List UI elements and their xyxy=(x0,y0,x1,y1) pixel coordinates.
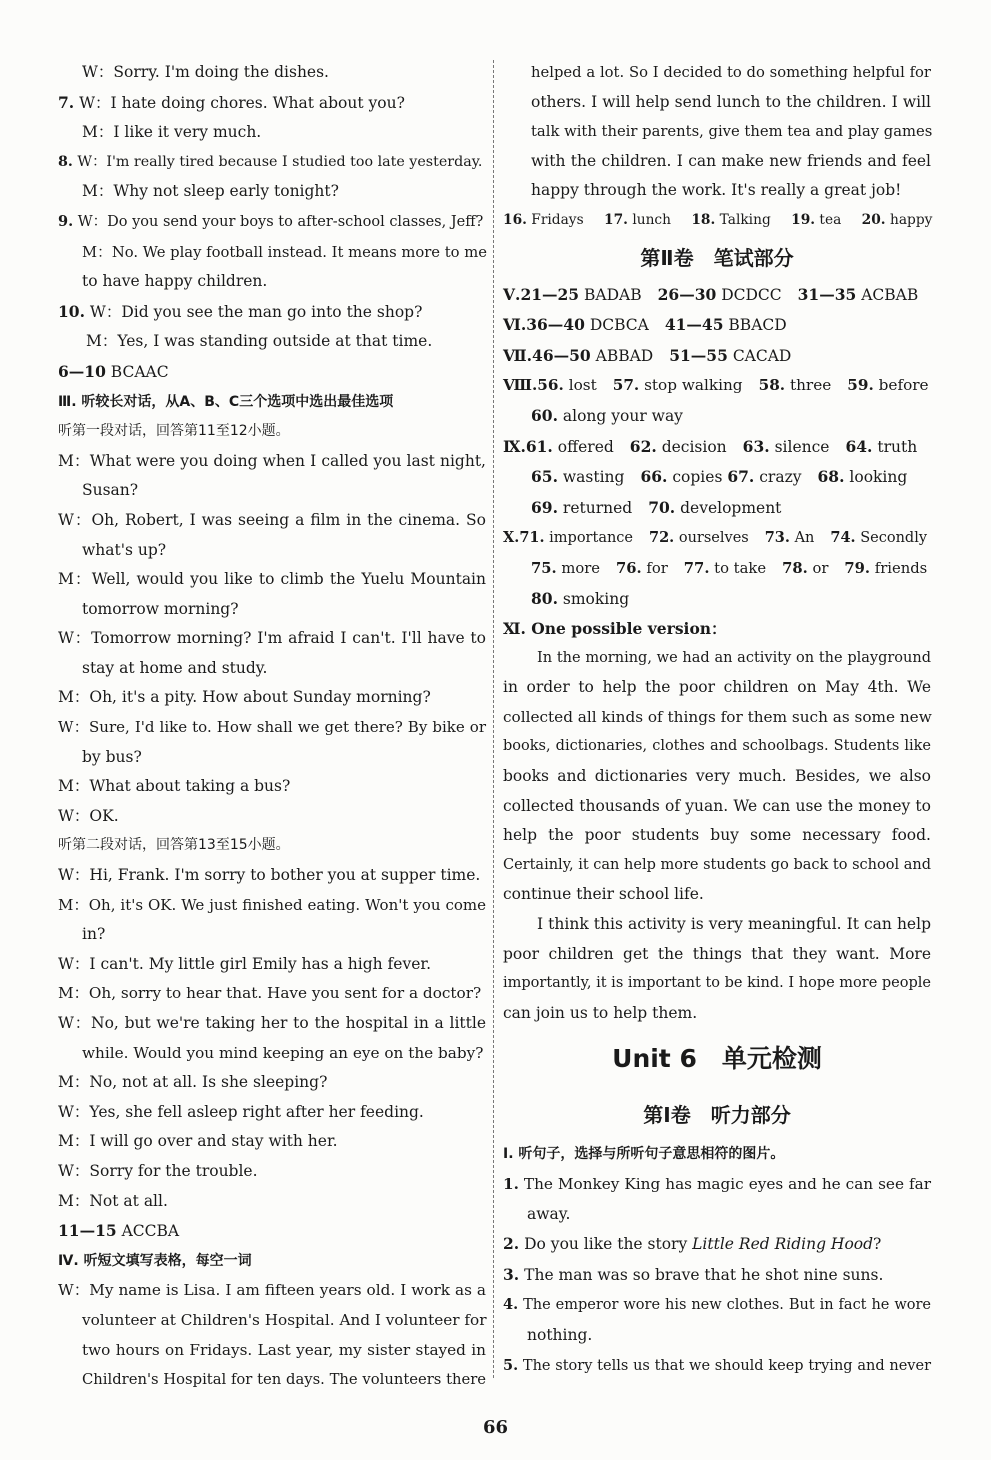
passage-line: talk with their parents, give them tea and play games xyxy=(531,123,933,141)
item-text: DCDCC xyxy=(721,285,782,304)
item-text: lunch xyxy=(632,211,671,228)
item-text: 10. xyxy=(58,301,85,321)
answer-item xyxy=(791,212,841,228)
item-text: W：I hate doing chores. What about you? xyxy=(79,93,405,112)
left-column xyxy=(58,58,486,1395)
item-number: 26—30 xyxy=(657,284,717,304)
item-number: 58. xyxy=(758,376,786,395)
item-text: crazy xyxy=(759,468,802,487)
section-4-heading: Ⅳ. 听短文填写表格，每空一词 xyxy=(58,1252,252,1269)
item-number: 59. xyxy=(847,376,874,395)
page-number: 66 xyxy=(482,1417,509,1438)
item-number: 1. xyxy=(503,1175,519,1193)
item-number: 75. xyxy=(531,559,557,577)
item-number: 5. xyxy=(503,1356,519,1374)
essay-line: importantly, it is important to be kind. I hope more people xyxy=(503,975,931,992)
item-number: Ⅸ. xyxy=(503,436,526,456)
item-text: more xyxy=(561,559,601,577)
item-text: friends xyxy=(874,559,928,577)
essay-line: help the poor students buy some necessary food. xyxy=(503,826,931,845)
part-1-title: 第Ⅰ卷 听力部分 xyxy=(643,1103,791,1128)
dialog-line: M：Oh, it's OK. We just finished eating. Won't you come xyxy=(58,895,486,914)
item-number: 16. xyxy=(503,211,527,228)
dialog-line: M：No, not at all. Is she sleeping? xyxy=(58,1073,328,1092)
dialog-line: M：Well, would you like to climb the Yuelu Mountain xyxy=(58,570,486,589)
item-number: 41—45 xyxy=(664,315,724,335)
answer-item xyxy=(503,212,584,228)
dialog-line: M：Why not sleep early tonight? xyxy=(82,182,339,201)
section-3-heading: Ⅲ. 听较长对话，从A、B、C三个选项中选出最佳选项 xyxy=(58,393,394,410)
passage-line: happy through the work. It's really a great job! xyxy=(531,181,902,200)
passage xyxy=(58,1276,486,1394)
essay-line: Certainly, it can help more students go back to school and xyxy=(503,856,931,873)
passage-line: others. I will help send lunch to the children. I will xyxy=(531,92,931,111)
dialog-item-7 xyxy=(58,88,486,119)
item-number: 20. xyxy=(861,211,886,228)
item-number: 68. xyxy=(817,467,845,487)
dialog-line: M：What about taking a bus? xyxy=(58,777,291,796)
dialog-line: W：Yes, she fell asleep right after her feeding. xyxy=(58,1102,424,1121)
answer-item xyxy=(604,212,671,228)
item-text: offered xyxy=(557,437,614,456)
item-text: The man was so brave that he shot nine suns. xyxy=(524,1265,884,1284)
sentence-3 xyxy=(503,1260,931,1291)
sentence-4 xyxy=(503,1290,931,1321)
item-text: truth xyxy=(877,437,918,456)
section-5-answers xyxy=(503,280,931,311)
passage-line: helped a lot. So I decided to do something helpful for xyxy=(531,64,931,81)
item-text: looking xyxy=(849,468,908,487)
item-number: 18. xyxy=(691,211,716,228)
item-number: Ⅷ. xyxy=(503,376,538,395)
item-text: ourselves xyxy=(678,530,749,547)
sentence-2 xyxy=(503,1229,931,1260)
answer-item xyxy=(691,212,770,228)
dialog-line: M：What were you doing when I called you last night, xyxy=(58,451,486,470)
dialog-line: M：Oh, sorry to hear that. Have you sent for a doctor? xyxy=(58,984,482,1003)
item-text: ? xyxy=(873,1235,882,1254)
item-number: 64. xyxy=(845,436,873,456)
item-text: BCAAC xyxy=(110,362,169,381)
dialog-line: M：Not at all. xyxy=(58,1191,168,1210)
item-number: 80. xyxy=(531,588,558,608)
item-number: 78. xyxy=(782,559,808,577)
passage-line: volunteer at Children's Hospital. And I volunteer for xyxy=(82,1310,487,1329)
dialog-line: M：Yes, I was standing outside at that time. xyxy=(86,332,433,351)
passage-line: with the children. I can make new friends and feel xyxy=(531,151,931,170)
item-text: three xyxy=(789,376,832,395)
conversation-1 xyxy=(58,447,486,832)
item-text: ACBAB xyxy=(861,285,919,304)
item-text: W：I'm really tired because I studied too late yesterday. xyxy=(77,153,483,170)
item-text: DCBCA xyxy=(589,316,649,335)
dialog-line: W：Sorry for the trouble. xyxy=(58,1161,258,1180)
item-text: happy xyxy=(889,211,933,228)
item-number: 70. xyxy=(648,497,676,517)
item-number: Ⅴ. xyxy=(503,284,521,304)
item-text: before xyxy=(878,376,929,395)
item-text: The emperor wore his new clothes. But in fact he wore xyxy=(523,1297,931,1314)
item-number: 73. xyxy=(764,529,790,547)
answer-6-10 xyxy=(58,357,486,388)
item-text: smoking xyxy=(562,589,630,608)
item-number: 62. xyxy=(629,436,657,456)
dialog-line: W：I can't. My little girl Emily has a high fever. xyxy=(58,954,432,973)
item-text: Little Red Riding Hood xyxy=(692,1235,874,1254)
dialog-line: tomorrow morning? xyxy=(82,599,239,618)
answers-16-20 xyxy=(503,206,931,236)
item-number: 71. xyxy=(519,529,545,547)
item-text: Do you like the story xyxy=(524,1235,693,1254)
dialog-line: stay at home and study. xyxy=(82,658,268,677)
item-text: 6—10 xyxy=(58,361,106,381)
conversation-2-intro: 听第二段对话，回答第13至15小题。 xyxy=(58,837,290,854)
essay-line: books and dictionaries very much. Besides, we also xyxy=(503,767,931,786)
item-text: 11—15 xyxy=(58,1221,117,1241)
dialog-line: while. Would you mind keeping an eye on the baby? xyxy=(82,1043,484,1062)
essay-line: I think this activity is very meaningful. It can help xyxy=(537,915,931,934)
essay-line: poor children get the things that they want. More xyxy=(503,944,931,963)
item-number: 69. xyxy=(531,497,558,517)
item-number: Ⅹ. xyxy=(503,529,520,547)
item-text: importance xyxy=(549,530,633,547)
dialog-item-10 xyxy=(58,297,486,328)
part-2-title: 第Ⅱ卷 笔试部分 xyxy=(640,245,794,270)
item-number: 17. xyxy=(604,211,628,228)
unit-title: Unit 6 单元检测 xyxy=(612,1044,822,1074)
section-10-answers xyxy=(503,523,931,614)
dialog-line: M：I will go over and stay with her. xyxy=(58,1132,338,1151)
essay-line: in order to help the poor children on May 4th. We xyxy=(503,678,931,697)
section-7-answers xyxy=(503,341,931,372)
item-number: 21—25 xyxy=(520,284,580,304)
item-text: ACCBA xyxy=(121,1222,180,1241)
dialog-line: W：Sure, I'd like to. How shall we get there? By bike or xyxy=(58,718,486,737)
item-text: development xyxy=(680,498,782,517)
section-6-answers xyxy=(503,310,931,341)
dialog-line: W：Hi, Frank. I'm sorry to bother you at supper time. xyxy=(58,866,481,885)
item-text: wasting xyxy=(562,468,625,487)
essay-paragraph-2 xyxy=(503,910,931,1028)
essay-paragraph-1 xyxy=(503,644,931,910)
dialog-line: M：Oh, it's a pity. How about Sunday morning? xyxy=(58,688,431,707)
conversation-1-intro: 听第一段对话，回答第11至12小题。 xyxy=(58,423,290,440)
essay-line: can join us to help them. xyxy=(503,1003,698,1022)
passage-line: Children's Hospital for ten days. The volunteers there xyxy=(82,1371,486,1389)
item-number: 60. xyxy=(531,405,558,425)
item-text: tea xyxy=(819,211,842,228)
item-text: along your way xyxy=(562,406,683,425)
section-1-heading: Ⅰ. 听句子，选择与所听句子意思相符的图片。 xyxy=(503,1146,785,1163)
essay-line: books, dictionaries, clothes and schoolbags. Students like xyxy=(503,738,931,755)
item-number: 72. xyxy=(649,529,675,547)
item-text: An xyxy=(794,530,815,547)
essay-line: In the morning, we had an activity on the playground xyxy=(537,649,931,666)
item-text: silence xyxy=(774,437,830,456)
item-text: copies xyxy=(672,468,723,487)
item-number: Ⅵ. xyxy=(503,315,527,335)
item-text: ABBAD xyxy=(595,346,654,365)
item-number: 3. xyxy=(503,1264,520,1284)
item-number: 61. xyxy=(525,436,553,456)
item-number: 63. xyxy=(742,436,770,456)
dialog-line: what's up? xyxy=(82,540,167,559)
dialog-line: in? xyxy=(82,925,106,944)
section-9-answers xyxy=(503,432,931,524)
item-number: 19. xyxy=(791,211,816,228)
sentence-5 xyxy=(503,1351,931,1382)
dialog-line: W：Oh, Robert, I was seeing a film in the cinema. So xyxy=(58,510,486,529)
item-text: The story tells us that we should keep trying and never xyxy=(522,1357,932,1374)
item-number: Ⅶ. xyxy=(503,345,533,365)
item-text: 7. xyxy=(58,92,75,112)
essay-line: continue their school life. xyxy=(503,885,704,904)
essay-line: collected all kinds of things for them such as some new xyxy=(503,707,932,726)
dialog-line: W：No, but we're taking her to the hospital in a little xyxy=(58,1014,486,1032)
dialog-item-8 xyxy=(58,148,486,178)
dialog-line: by bus? xyxy=(82,747,142,766)
item-text: Fridays xyxy=(531,211,584,228)
item-text: lost xyxy=(568,376,597,395)
dialog-item-9 xyxy=(58,207,486,238)
item-number: 57. xyxy=(612,376,640,395)
item-number: 74. xyxy=(830,529,856,547)
item-text: W：Do you send your boys to after-school classes, Jeff? xyxy=(77,213,484,230)
passage-line: W：My name is Lisa. I am fifteen years old. I work as a xyxy=(58,1281,486,1300)
item-number: 46—50 xyxy=(532,345,591,365)
dialog-line: W：OK. xyxy=(58,806,119,825)
item-number: 51—55 xyxy=(669,345,728,365)
sentence-1 xyxy=(503,1170,931,1200)
answer-item xyxy=(862,212,933,228)
item-number: 4. xyxy=(503,1296,519,1314)
item-number: 2. xyxy=(503,1234,520,1254)
item-number: 65. xyxy=(531,467,558,487)
item-text: BBACD xyxy=(728,316,787,335)
item-text: stop walking xyxy=(644,376,743,395)
item-text: The Monkey King has magic eyes and he can see far xyxy=(523,1175,931,1193)
item-number: 67. xyxy=(727,467,755,487)
item-text: decision xyxy=(661,437,727,456)
dialog-line: M：No. We play football instead. It means more to me xyxy=(82,243,487,261)
item-number: 76. xyxy=(616,559,642,577)
item-text: 9. xyxy=(58,212,74,230)
column-divider xyxy=(493,60,494,1378)
sentence-4-cont: nothing. xyxy=(527,1325,593,1344)
answer-11-15 xyxy=(58,1216,486,1247)
sentence-1-cont: away. xyxy=(527,1204,571,1223)
item-text: to take xyxy=(714,559,767,577)
passage-line: two hours on Fridays. Last year, my sister stayed in xyxy=(82,1340,486,1359)
section-8-answers xyxy=(503,371,931,431)
item-text: CACAD xyxy=(732,346,792,365)
passage-continued xyxy=(503,58,931,206)
item-number: 77. xyxy=(683,559,710,577)
dialog-line: Susan? xyxy=(82,481,139,500)
item-text: Talking xyxy=(719,211,771,228)
dialog-line: M：I like it very much. xyxy=(82,123,262,142)
item-number: 56. xyxy=(537,376,564,395)
item-text: returned xyxy=(562,498,633,517)
item-number: 79. xyxy=(844,559,871,577)
item-text: BADAB xyxy=(584,285,642,304)
essay-line: collected thousands of yuan. We can use the money to xyxy=(503,796,931,815)
item-text: 8. xyxy=(58,153,73,170)
item-text: or xyxy=(812,559,829,577)
item-text: for xyxy=(646,559,668,577)
item-number: 66. xyxy=(640,467,668,487)
conversation-2 xyxy=(58,861,486,1216)
dialog-line: W：Tomorrow morning? I'm afraid I can't. I'll have to xyxy=(58,629,486,648)
item-number: 31—35 xyxy=(797,284,857,304)
dialog-line: W：Sorry. I'm doing the dishes. xyxy=(82,63,329,81)
section-11-heading: Ⅺ. One possible version： xyxy=(503,619,727,639)
item-text: Secondly xyxy=(860,530,928,547)
item-text: W：Did you see the man go into the shop? xyxy=(89,302,423,321)
item-number: 36—40 xyxy=(526,315,585,335)
right-column xyxy=(503,58,931,1381)
dialog-line: to have happy children. xyxy=(82,272,268,291)
